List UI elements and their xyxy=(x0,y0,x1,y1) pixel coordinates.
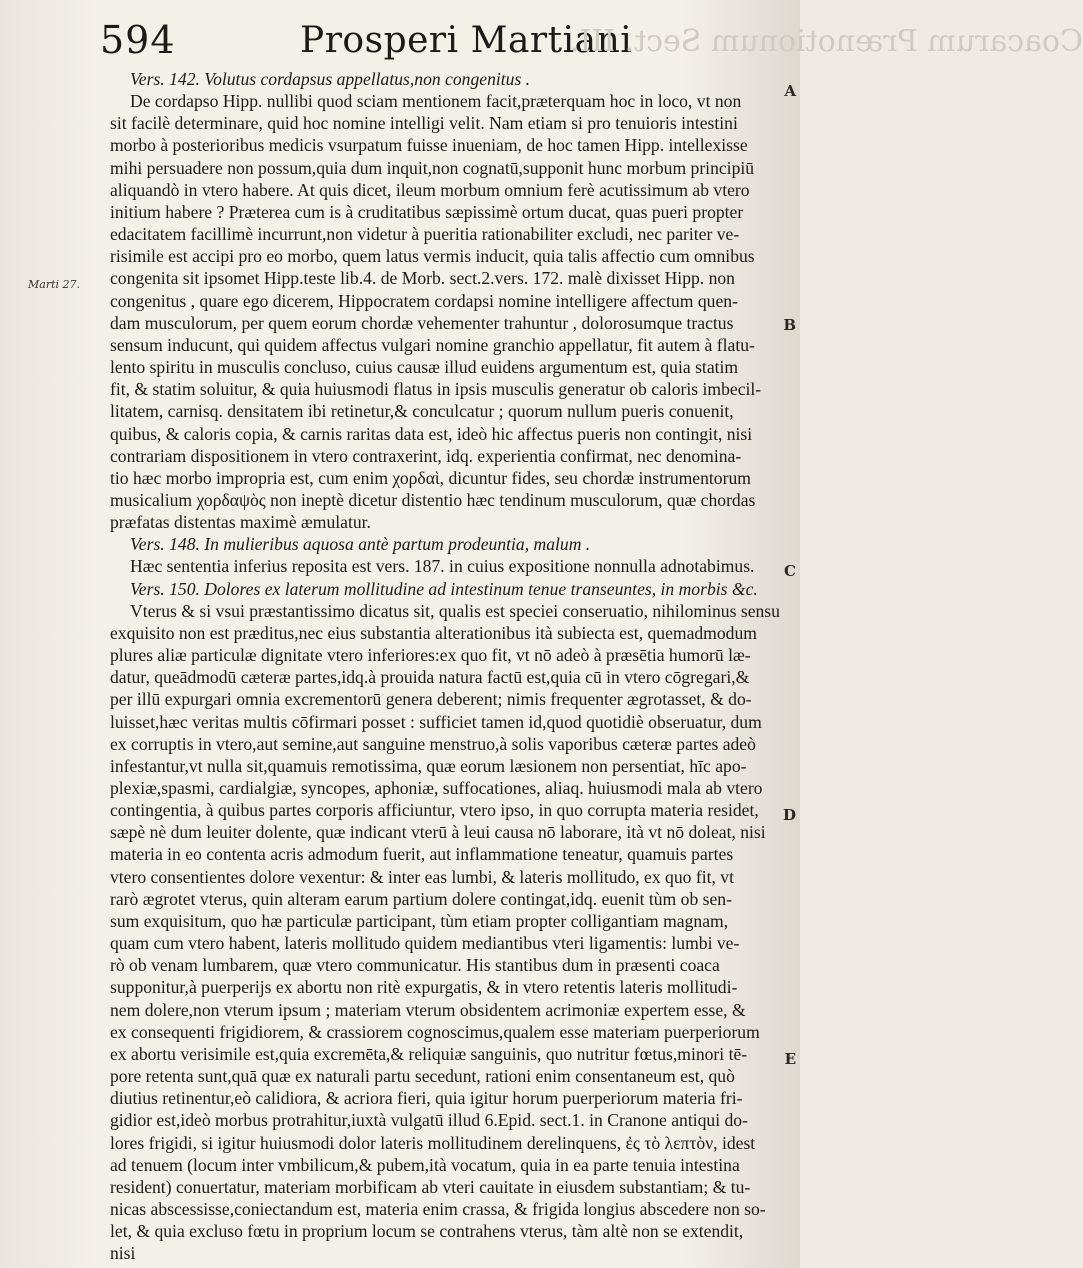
text-line: rarò ægrotet vterus, quin alteram earum partium dolere contingat,idq. euenit tùm ob sen- xyxy=(110,888,732,909)
text-line: materia in eo contenta acris admodum fuerit, aut inflammatione teneatur, quamuis partes xyxy=(110,844,734,865)
text-line: datur, queādmodū cæteræ partes,idq.à prouida natura factū est,quia cū in vtero cōgregari,& xyxy=(110,667,750,688)
text-line: congenita sit ipsomet Hipp.teste lib.4. de Morb. sect.2.vers. 172. malè dixisset Hipp. non xyxy=(110,268,735,289)
text-line: congenitus , quare ego dicerem, Hippocratem cordapsi nomine intelligere affectum quen- xyxy=(110,290,738,311)
text-line: nisi xyxy=(110,1243,136,1264)
margin-letter-c: C xyxy=(784,562,796,580)
text-line: plexiæ,spasmi, cardialgiæ, syncopes, aphoniæ, suffocationes, aliaq. huiusmodi mala ab vtero xyxy=(110,778,763,798)
margin-letter-a: A xyxy=(784,82,796,100)
text-line: sensum inducunt, qui quidem affectus vulgari nomine granchio appellatur, fit autem à flatu- xyxy=(110,334,755,355)
text-line: præfatas distentas maximè æmulatur. xyxy=(110,512,371,533)
text-line: vtero consentientes dolore vexentur: & inter eas lumbi, & lateris mollitudo, ex quo fit, vt xyxy=(110,866,734,887)
text-line: resident) conuertatur, materiam morbificam ab vteri cauitate in eiusdem substantiam; & tu- xyxy=(110,1176,751,1197)
text-line: quibus, & caloris copia, & carnis raritas data est, ideò hic affectus pueris non contingit, nisi xyxy=(110,423,753,444)
margin-letter-e: E xyxy=(784,1050,796,1068)
text-line: quam cum vtero habent, lateris mollitudo quidem mediantibus vteri ligamentis: lumbi ve- xyxy=(110,933,740,954)
margin-letter-b: B xyxy=(783,316,796,334)
page-number: 594 xyxy=(100,18,176,62)
text-line: sit facilè determinare, quid hoc nomine intelligi velit. Nam etiam si pro tenuioris intestini xyxy=(110,113,738,134)
text-line: musicalium χορδαψὸς non ineptè dicetur distentio hæc tendinum musculorum, quæ chordas xyxy=(110,489,756,510)
margin-note: Marti 27. xyxy=(28,278,81,291)
text-line: supponitur,à puerperijs ex abortu non ritè expurgatis, & in vtero retentis lateris mollitudi- xyxy=(110,977,738,998)
text-line: diutius retinentur,eò calidiora, & acriora fieri, quia igitur horum puerperiorum materia fri- xyxy=(110,1088,743,1109)
verse-heading: Vers. 150. Dolores ex laterum mollitudine ad intestinum tenue transeuntes, in morbis &c. xyxy=(130,578,758,599)
text-line: exquisito non est præditus,nec eius substantia alterationibus ità subiecta est, quemadmodum xyxy=(110,622,757,643)
verse-heading: Vers. 142. Volutus cordapsus appellatus,non congenitus . xyxy=(130,69,531,89)
text-line: plures aliæ particulæ dignitate vtero inferiores:ex quo fit, vt nō adeò à præsētia humorū læ- xyxy=(110,645,751,666)
text-line: fit, & statim soluitur, & quia huiusmodi flatus in ipsis musculis generatur ob caloris imbecil- xyxy=(110,379,762,400)
text-line: ex consequenti frigidiorem, & crassiorem cognoscimus,qualem esse materiam puerperiorum xyxy=(110,1021,760,1042)
text-line: risimile est accipi pro eo morbo, quem latus vermis inducit, quia talis affectio cum omnibus xyxy=(110,246,755,267)
text-line: nicas abscessisse,coniectandum est, materia enim crassa, & frigida longius abscedere non so- xyxy=(110,1198,766,1219)
text-line: sum exquisitum, quo hæ particulæ participant, tùm etiam propter colligantiam magnam, xyxy=(110,910,729,931)
text-line: contingentia, à quibus partes corporis afficiuntur, vtero ipso, in quo corrupta materia residet, xyxy=(110,800,759,821)
text-line: ad tenuem (locum inter vmbilicum,& pubem,ità vocatum, quia in ea parte tenuia intestina xyxy=(110,1154,740,1175)
text-line: nem dolere,non vterum ipsum ; materiam vterum obsidentem acrimoniæ expertem esse, & xyxy=(110,999,746,1020)
text-line: mihi persuadere non possum,quia dum inquit,non cognatū,supponit hunc morbum principiū xyxy=(110,157,755,178)
page-header xyxy=(100,18,1083,66)
text-line: Hæc sententia inferius reposita est vers. 187. in cuius expositione nonnulla adnotabimus. xyxy=(130,556,755,577)
text-line: lores frigidi, si igitur huiusmodi dolor lateris mollitudinem derelinquens, ἐς τὸ λεπτὸν, idest xyxy=(110,1132,756,1153)
text-line: aliquandò in vtero habere. At quis dicet, ileum morbum omnium ferè acutissimum ab vtero xyxy=(110,179,750,200)
text-line: rò ob venam lumbarem, quæ vtero communicatur. His stantibus dum in præsenti coaca xyxy=(110,955,720,976)
text-line: ex corruptis in vtero,aut semine,aut sanguine menstruo,à solis vaporibus cæteræ partes adeò xyxy=(110,733,756,754)
margin-letter-d: D xyxy=(782,806,796,824)
text-line: per illū expurgari omnia excrementorū genera deberent; nimis frequenter ægrotasset, & do- xyxy=(110,689,752,710)
text-line: infestantur,vt nulla sit,quamuis remotissima, quæ eorum læsionem non persentiat, hīc apo- xyxy=(110,755,747,776)
text-line: morbo à posterioribus medicis vsurpatum fuisse inueniam, de hoc tamen Hipp. intellexisse xyxy=(110,135,748,156)
text-line: edacitatem facillimè incurrunt,non videtur à pueritia rationabiliter excludi, nec pariter ve- xyxy=(110,224,740,245)
text-line: lento spiritu in musculis concluso, cuius causæ illud euidens argumentum est, quia statim xyxy=(110,357,739,378)
text-line: ex abortu verisimile est,quia excremēta,& reliquiæ sanguinis, quo nutritur fœtus,minori tē- xyxy=(110,1043,748,1064)
running-title: Prosperi Martiani xyxy=(300,20,633,61)
text-line: initium habere ? Præterea cum is à cruditatibus sæpissimè ortum ducat, quas pueri propter xyxy=(110,201,744,222)
text-line: let, & quia excluso fœtu in proprium locum se contrahens vterus, tàm altè non se extendit, xyxy=(110,1221,744,1242)
text-line: dam musculorum, per quem eorum chordæ vehementer trahuntur , dolorosumque tractus xyxy=(110,312,734,333)
text-line: Vterus & si vsui præstantissimo dicatus sit, qualis est speciei conseruatio, nihilominus sensu xyxy=(130,600,780,621)
text-line: sæpè nè dum leuiter dolente, quæ indicant vterū à leui causa nō laborare, ità vt nō doleat, nisi xyxy=(110,822,766,843)
text-line: luisset,hæc veritas multis cōfirmari posset : sufficiet tamen id,quod quotidiè obseruatur, dum xyxy=(110,711,762,732)
text-line: De cordapso Hipp. nullibi quod sciam mentionem facit,præterquam hoc in loco, vt non xyxy=(130,91,742,112)
text-line: contrariam dispositionem in vtero contraxerint, idq. experientia confirmat, nec denomina- xyxy=(110,445,742,466)
text-line: litatem, carnisq. densitatem ibi retinetur,& conculcatur ; quorum nullum pueris conuenit, xyxy=(110,401,734,422)
text-line: pore retenta sunt,quā quæ ex naturali partu secedunt, rationi enim consentaneum est, quò xyxy=(110,1066,735,1087)
text-line: tio hæc morbo impropria est, cum enim χορδαὶ, dicuntur fides, seu chordæ instrumentorum xyxy=(110,467,751,488)
bleed-through-title: Coacarum Prænotionum Sect. III. xyxy=(570,24,1083,59)
verse-heading: Vers. 148. In mulieribus aquosa antè partum prodeuntia, malum . xyxy=(130,534,591,555)
commentary-text xyxy=(110,68,778,1264)
text-line: gidior est,ideò morbus protrahitur,iuxtà vulgatū illud 6.Epid. sect.1. in Cranone antiqui do- xyxy=(110,1110,748,1131)
